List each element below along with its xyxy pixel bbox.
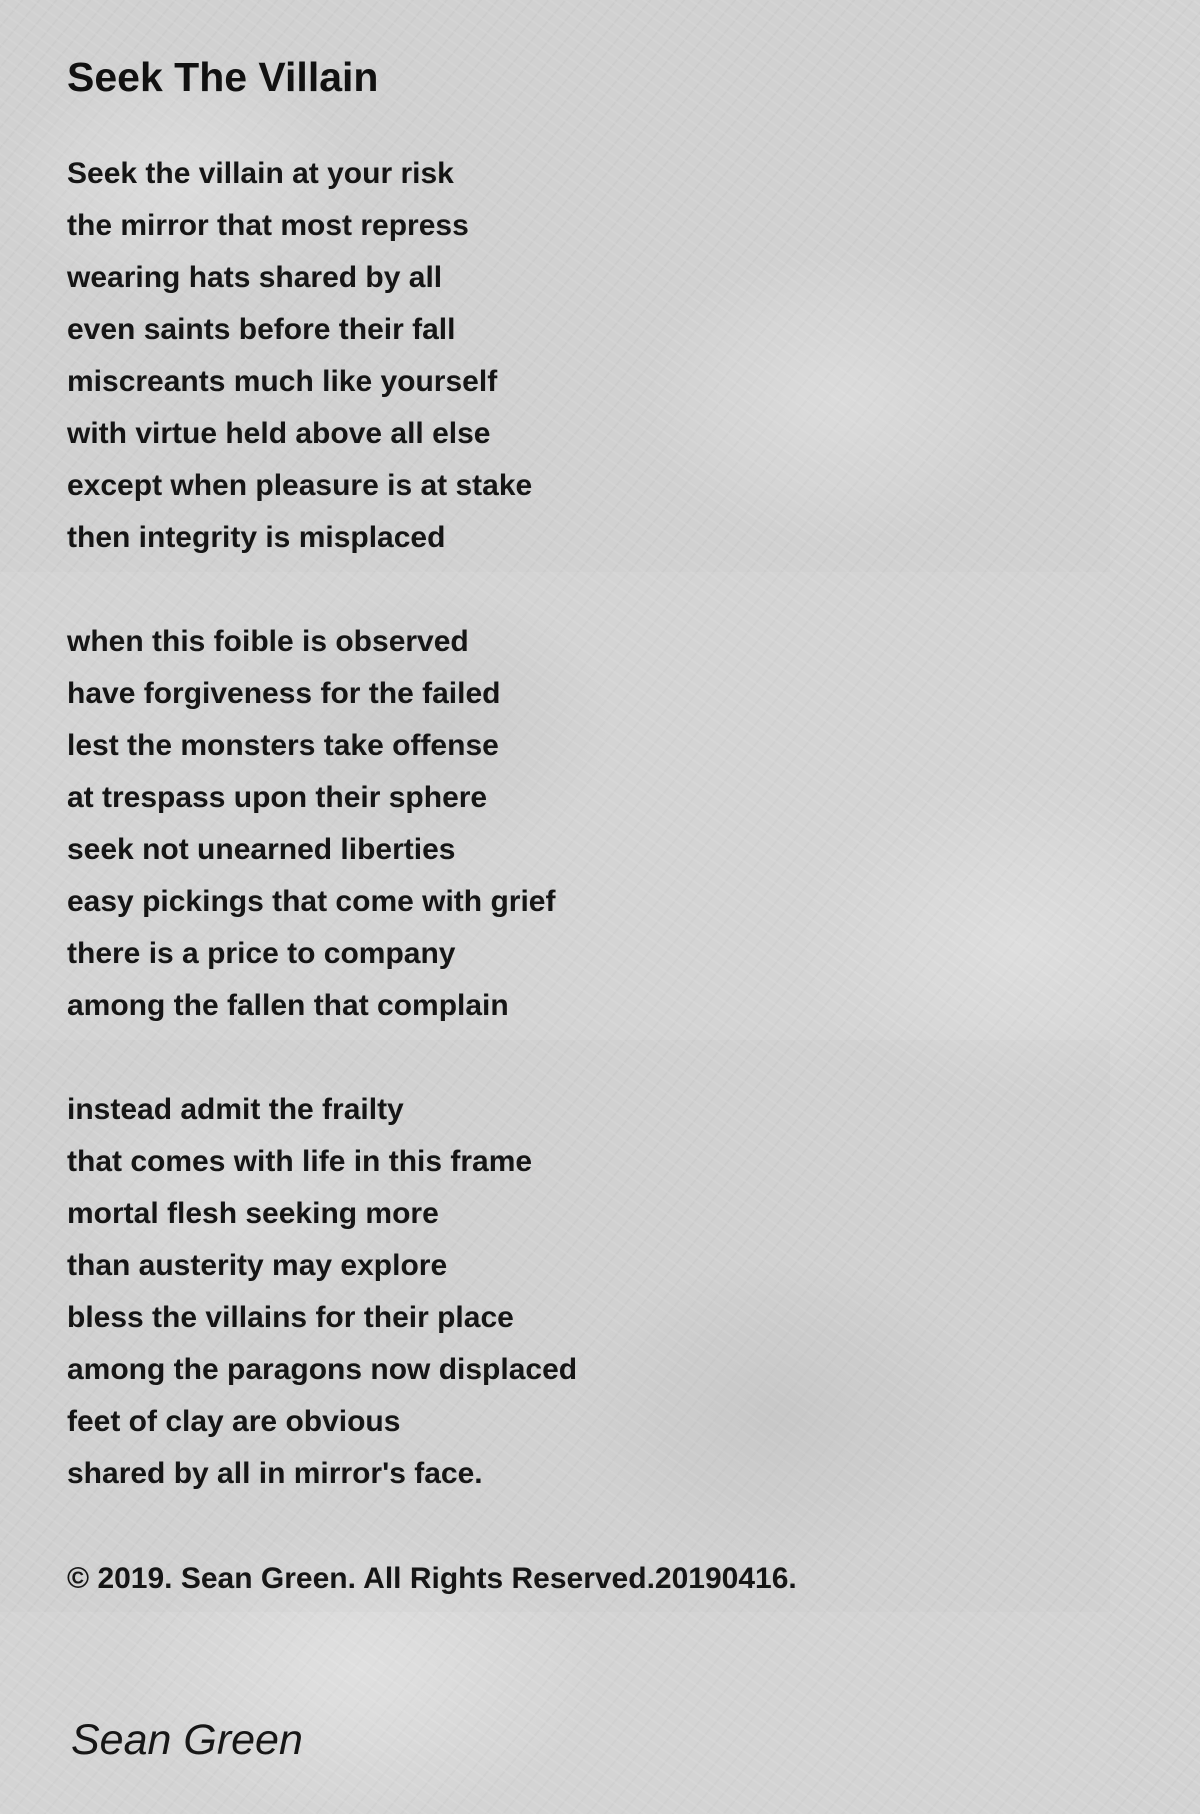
author-name: Sean Green — [71, 1716, 303, 1764]
poem-line: have forgiveness for the failed — [67, 677, 501, 710]
poem-title: Seek The Villain — [67, 54, 379, 100]
poem-line: among the fallen that complain — [67, 989, 509, 1022]
poem-line: wearing hats shared by all — [67, 261, 443, 294]
copyright-notice: © 2019. Sean Green. All Rights Reserved.20190416. — [67, 1562, 797, 1595]
poem-line: than austerity may explore — [67, 1249, 448, 1282]
poem-line: bless the villains for their place — [67, 1301, 514, 1334]
poem-line: the mirror that most repress — [67, 209, 469, 242]
poem-line: when this foible is observed — [67, 625, 469, 658]
poem-line: except when pleasure is at stake — [67, 469, 533, 502]
poem-line: with virtue held above all else — [67, 417, 491, 450]
poem-line: seek not unearned liberties — [67, 833, 456, 866]
poem-line: miscreants much like yourself — [67, 365, 498, 398]
poem-line: instead admit the frailty — [67, 1093, 404, 1126]
stanza-2 — [67, 616, 555, 1032]
poem-line: easy pickings that come with grief — [67, 885, 556, 918]
poem-line: shared by all in mirror's face. — [67, 1457, 483, 1490]
poem-line: then integrity is misplaced — [67, 521, 446, 554]
poem-line: at trespass upon their sphere — [67, 781, 488, 814]
poem-line: feet of clay are obvious — [67, 1405, 401, 1438]
stanza-1 — [67, 148, 532, 564]
poem-line: that comes with life in this frame — [67, 1145, 533, 1178]
poem-line: lest the monsters take offense — [67, 729, 499, 762]
stanza-3 — [67, 1084, 577, 1500]
poem-line: mortal flesh seeking more — [67, 1197, 439, 1230]
poem-line: there is a price to company — [67, 937, 456, 970]
poem-line: even saints before their fall — [67, 313, 456, 346]
poem-line: among the paragons now displaced — [67, 1353, 578, 1386]
poem-line: Seek the villain at your risk — [67, 157, 454, 190]
